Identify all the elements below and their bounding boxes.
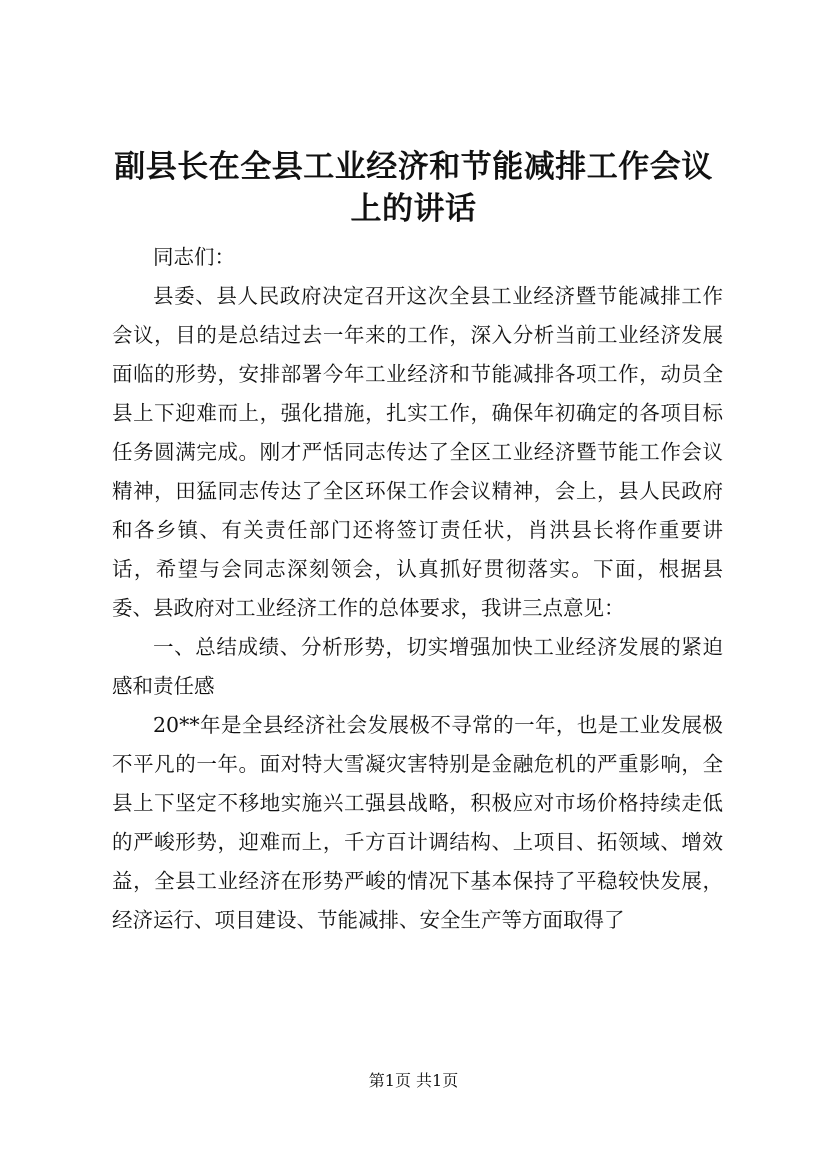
- document-body: [112, 238, 723, 940]
- salutation-paragraph: 同志们：: [153, 245, 235, 269]
- body-paragraph: 20**年是全县经济社会发展极不寻常的一年，也是工业发展极不平凡的一年。面对特大雪凝灾害特别是金融危机的严重影响，全县上下坚定不移地实施兴工强县战略，积极应对市场价格持续走低的严峻形势，迎难而上，千方百计调结构、上项目、拓领域、增效益，全县工业经济在形势严峻的情况下基本保持了平稳较快发展，经济运行、项目建设、节能减排、安全生产等方面取得了: [112, 713, 723, 932]
- intro-paragraph: 县委、县人民政府决定召开这次全县工业经济暨节能减排工作会议，目的是总结过去一年来的工作，深入分析当前工业经济发展面临的形势，安排部署今年工业经济和节能减排各项工作，动员全县上下迎难而上，强化措施，扎实工作，确保年初确定的各项目标任务圆满完成。刚才严恬同志传达了全区工业经济暨节能工作会议精神，田猛同志传达了全区环保工作会议精神，会上，县人民政府和各乡镇、有关责任部门还将签订责任状，肖洪县长将作重要讲话，希望与会同志深刻领会，认真抓好贯彻落实。下面，根据县委、县政府对工业经济工作的总体要求，我讲三点意见：: [112, 284, 723, 620]
- page-number-footer: 第1页 共1页: [368, 1071, 459, 1090]
- section-heading: 一、总结成绩、分析形势，切实增强加快工业经济发展的紧迫感和责任感: [112, 635, 723, 698]
- document-title: 副县长在全县工业经济和节能减排工作会议上的讲话: [114, 149, 713, 227]
